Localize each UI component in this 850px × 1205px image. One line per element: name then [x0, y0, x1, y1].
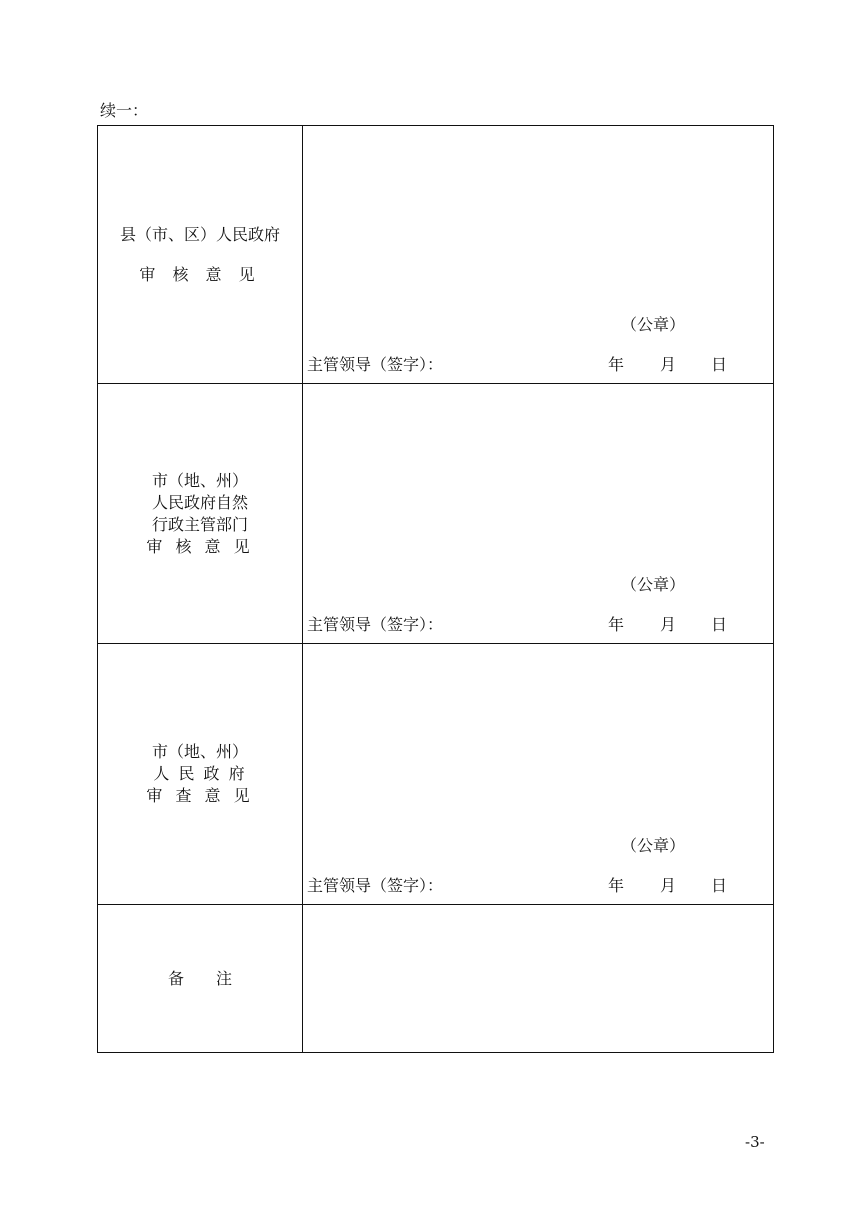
date-month-label: 月	[660, 876, 677, 895]
official-seal-label: （公章）	[621, 575, 686, 594]
date-year-label: 年	[608, 355, 625, 374]
date-day-label: 日	[711, 355, 728, 374]
label-line: 人民政府自然	[151, 492, 248, 512]
city-government-review-label	[98, 644, 303, 905]
remarks-row	[98, 905, 774, 1053]
label-line: 备 注	[167, 968, 232, 988]
official-seal-label: （公章）	[621, 836, 686, 855]
date-year-label: 年	[608, 876, 625, 895]
city-government-review-row	[98, 644, 774, 905]
review-form-table	[97, 125, 774, 1053]
city-natural-resources-opinion-field[interactable]	[303, 384, 774, 644]
county-review-label	[98, 126, 303, 384]
city-government-opinion-field[interactable]	[303, 644, 774, 905]
label-line: 行政主管部门	[151, 514, 248, 534]
city-natural-resources-review-row	[98, 384, 774, 644]
date-day-label: 日	[711, 615, 728, 634]
date-month-label: 月	[660, 355, 677, 374]
date-month-label: 月	[660, 615, 677, 634]
county-review-opinion-field[interactable]	[303, 126, 774, 384]
page-number: -3-	[745, 1133, 765, 1151]
remarks-field[interactable]	[303, 905, 774, 1053]
city-natural-resources-review-label	[98, 384, 303, 644]
label-line: 人 民 政 府	[153, 764, 247, 783]
label-line: 县（市、区）人民政府	[119, 224, 280, 244]
leader-signature-label: 主管领导（签字）：	[307, 615, 444, 634]
remarks-label	[98, 905, 303, 1053]
label-line: 审 核 意 见	[139, 264, 261, 284]
label-line: 审 核 意 见	[146, 536, 254, 556]
date-year-label: 年	[608, 615, 625, 634]
label-line: 市（地、州）	[151, 742, 248, 761]
leader-signature-label: 主管领导（签字）：	[307, 355, 444, 374]
continuation-label: 续一：	[100, 101, 149, 120]
county-review-row	[98, 126, 774, 384]
label-line: 市（地、州）	[151, 470, 248, 490]
date-day-label: 日	[711, 876, 728, 895]
label-line: 审 查 意 见	[146, 786, 254, 805]
official-seal-label: （公章）	[621, 315, 686, 334]
leader-signature-label: 主管领导（签字）：	[307, 876, 444, 895]
